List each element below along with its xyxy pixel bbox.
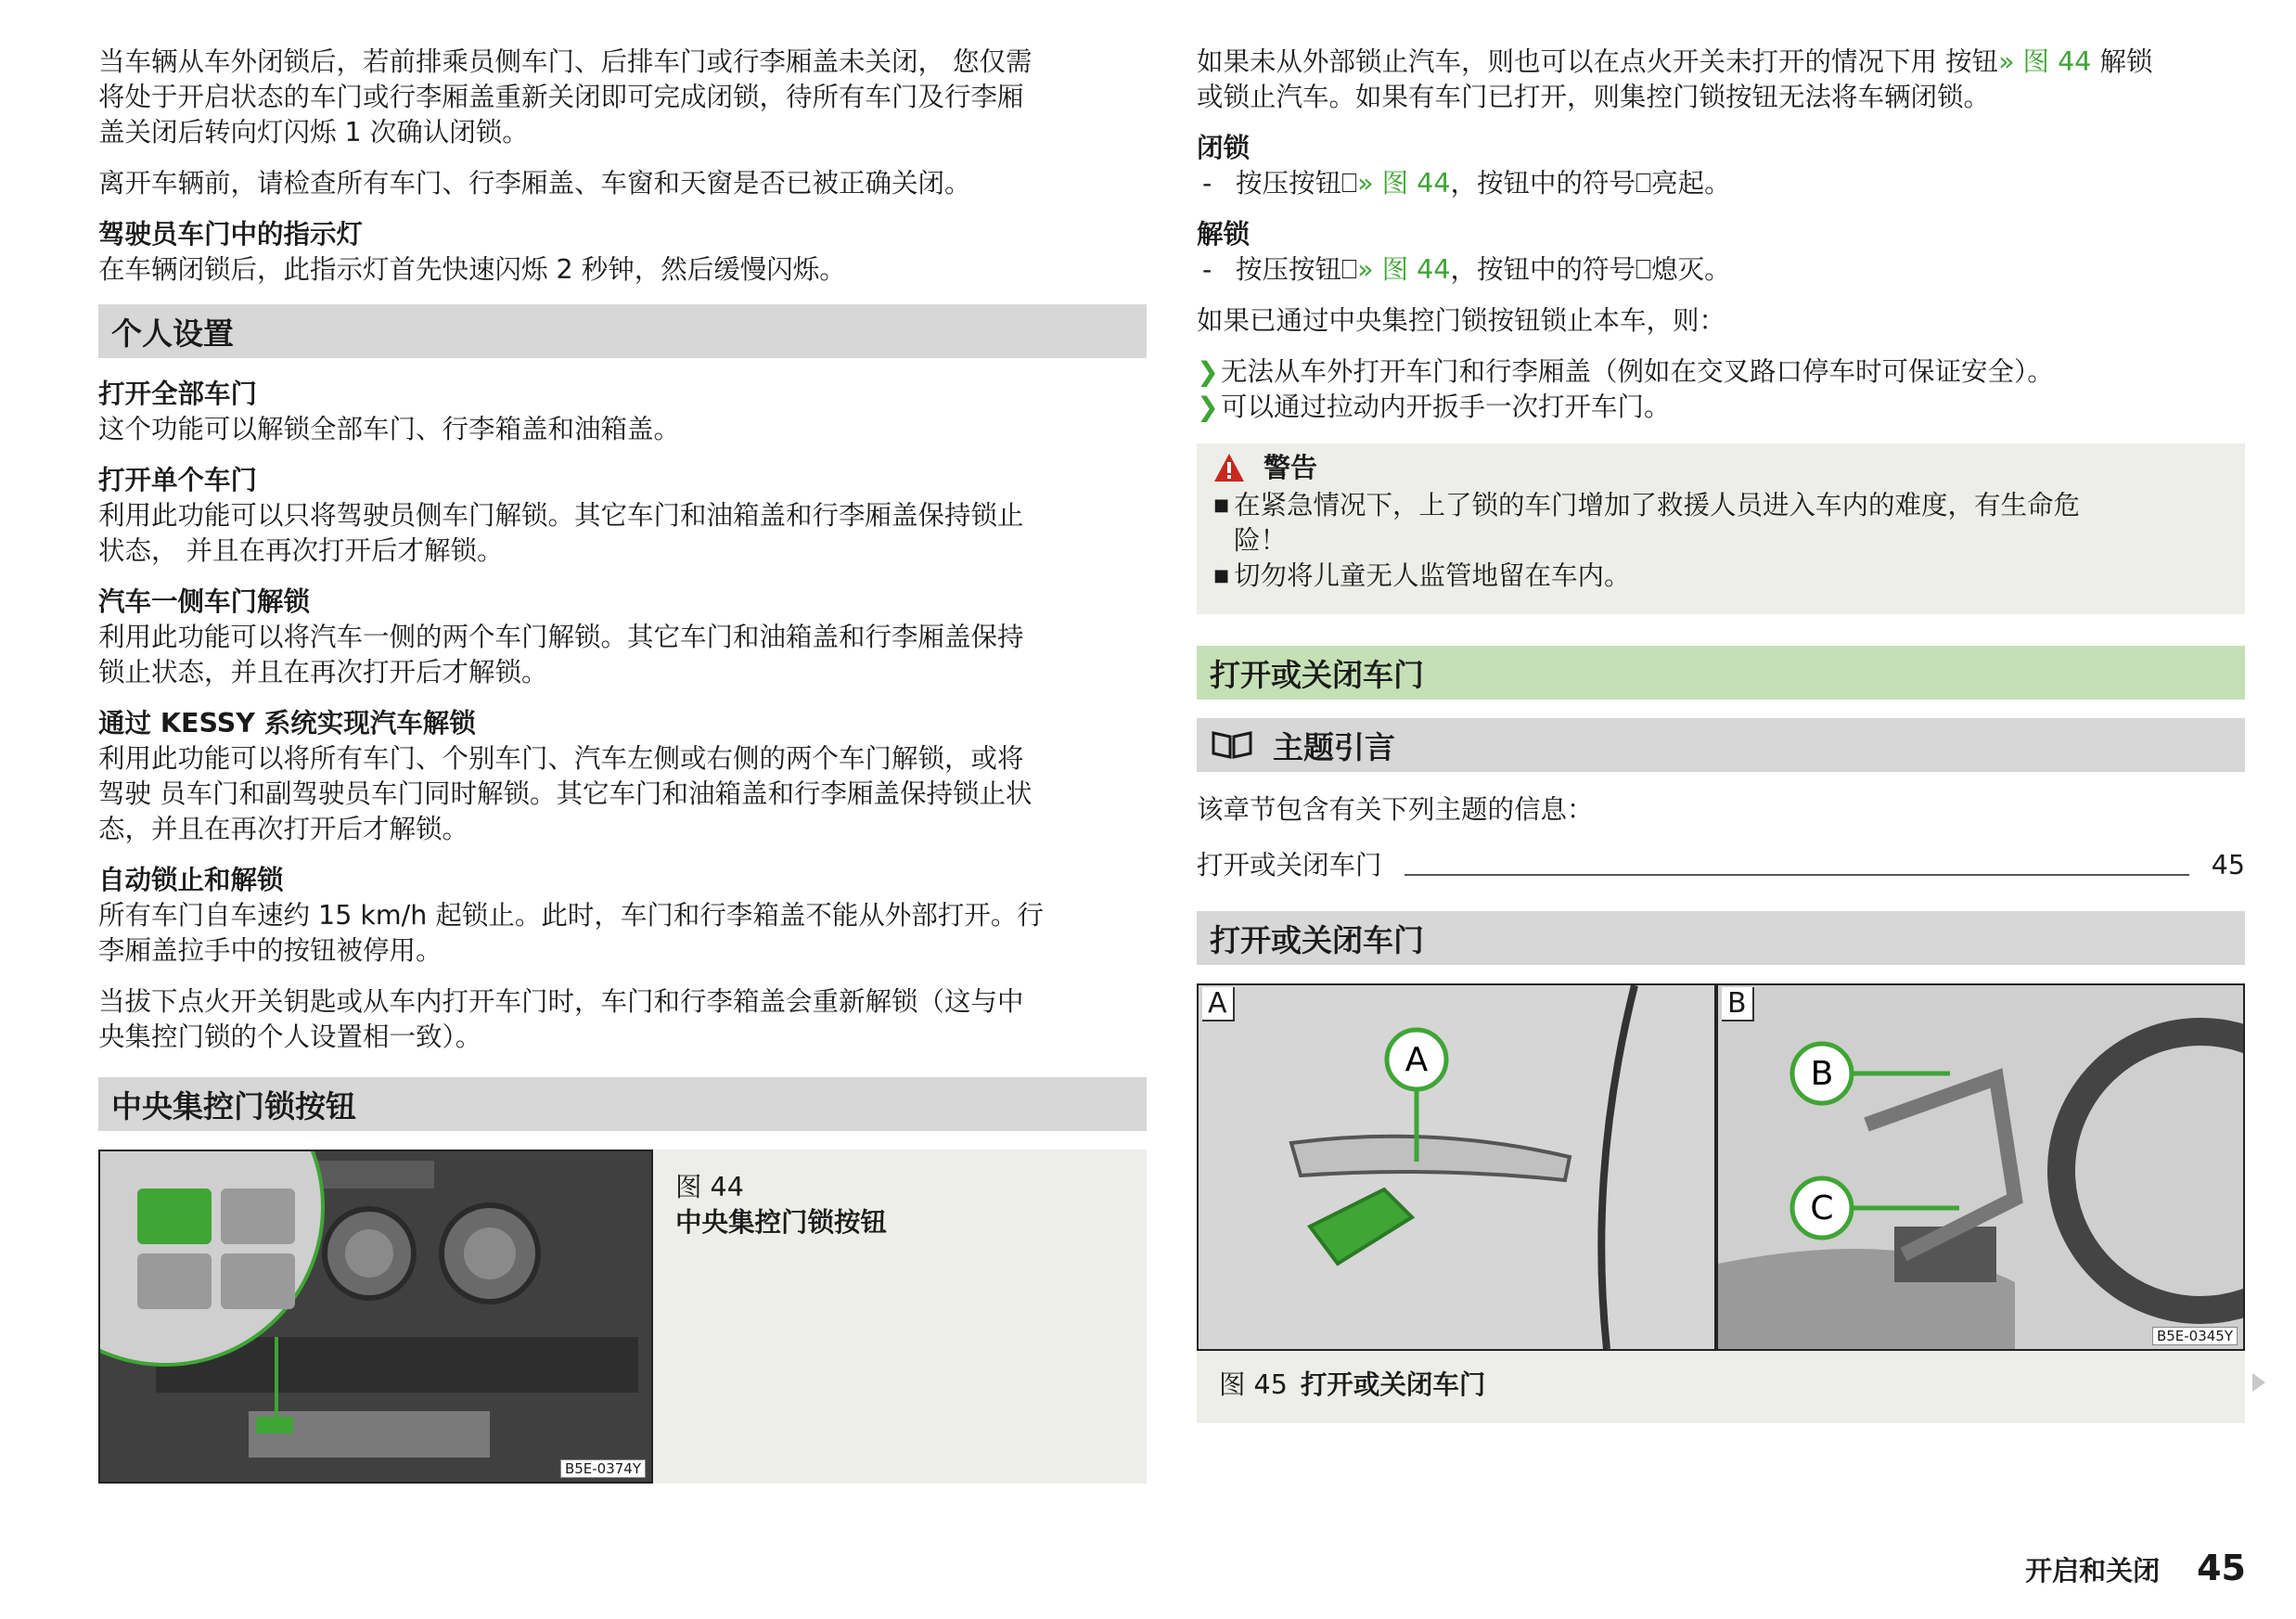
book-icon [1210,729,1254,761]
paragraph-closing-doors [98,45,1147,150]
footer-page-number: 45 [2197,1548,2246,1588]
left-column [98,45,1147,1484]
text-span: ，按钮中的符号 [1450,254,1635,285]
figure-45-number: 图 45 [1219,1369,1288,1400]
warning-title [1213,447,2228,488]
text-line: 利用此功能可以将汽车一侧的两个车门解锁。其它车门和油箱盖和行李厢盖保持 [98,622,1024,652]
dash-marker: - [1202,254,1212,285]
text-line: 或锁止汽车。如果有车门已打开，则集控门锁按钮无法将车辆闭锁。 [1197,82,1991,112]
list-item-text: 无法从车外打开车门和行李厢盖（例如在交叉路口停车时可保证安全）。 [1221,356,2054,387]
unlock-step [1202,252,2245,288]
heading-unlock: 解锁 [1197,219,1251,250]
figure-45-panel-a [1197,983,1716,1351]
toc-entry[interactable] [1197,848,2245,883]
text-line: 利用此功能可以只将驾驶员侧车门解锁。其它车门和油箱盖和行李厢盖保持锁止 [98,500,1024,531]
paragraph-unlock-without-ignition [1197,45,2245,115]
heading-lock: 闭锁 [1197,133,1251,163]
toc-entry-title[interactable]: 打开或关闭车门 [1197,850,1382,880]
warning-box [1197,443,2245,614]
text-span: 熄灭。 [1651,254,1731,285]
text-line [1197,45,2245,80]
text-line: 锁止状态，并且在再次打开后才解锁。 [98,657,548,687]
text-line: 切勿将儿童无人监管地留在车内。 [1234,560,1631,591]
text-line: 将处于开启状态的车门或行李厢盖重新关闭即可完成闭锁，待所有车门及行李厢 [98,82,1024,112]
figure-44-link[interactable]: » 图 44 [1357,168,1451,199]
toc-leader-line [1405,874,2189,876]
paragraph-open-single-door [98,498,1147,569]
text-line: 态，并且在再次打开后才解锁。 [98,814,469,844]
list-item [1197,390,2245,425]
paragraph-side-unlock [98,620,1147,690]
lock-symbol-icon: ⎕ [1635,168,1652,199]
text-line: 当拔下点火开关钥匙或从车内打开车门时，车门和行李箱盖会重新解锁（这与中 [98,986,1024,1017]
lock-symbol-icon: ⎕ [1341,254,1358,285]
text-line: 状态， 并且在再次打开后才解锁。 [98,535,504,566]
list-item [1197,354,2245,390]
text-line: 当车辆从车外闭锁后，若前排乘员侧车门、后排车门或行李厢盖未关闭， 您仅需 [98,46,1033,77]
lock-symbol-icon: ⎕ [1341,168,1358,199]
figure-44-title: 中央集控门锁按钮 [675,1207,888,1238]
topic-introduction-bar [1197,718,2245,772]
square-bullet-icon: ■ [1213,566,1230,585]
lock-symbol-icon: ⎕ [1635,254,1652,285]
panel-label-a: A [1202,987,1235,1022]
figure-44-code: B5E-0374Y [560,1459,646,1478]
text-span: ，按钮中的符号 [1450,168,1635,199]
text-span: 按压按钮 [1236,254,1342,285]
callout-a-label: A [1405,1041,1429,1079]
paragraph-check-doors: 离开车辆前，请检查所有车门、行李厢盖、车窗和天窗是否已被正确关闭。 [98,168,971,199]
heading-side-unlock: 汽车一侧车门解锁 [98,586,311,617]
chevron-right-icon: ❯ [1197,356,1219,387]
central-lock-button-illustration [100,1151,651,1482]
heading-indicator: 驾驶员车门中的指示灯 [98,219,364,250]
heading-auto-lock: 自动锁止和解锁 [98,865,284,895]
page-footer [2025,1548,2246,1588]
chevron-right-icon: ❯ [1197,392,1219,422]
footer-chapter: 开启和关闭 [2025,1555,2161,1587]
figure-45-panel-b [1716,983,2245,1351]
paragraph-auto-unlock [98,984,1147,1055]
figure-44-caption [653,1150,887,1484]
interior-door-handle-illustration [1718,985,2243,1349]
text-span: 按压按钮 [1236,168,1342,199]
paragraph-if-locked: 如果已通过中央集控门锁按钮锁止本车，则： [1197,305,1726,336]
text-line: 李厢盖拉手中的按钮被停用。 [98,935,443,966]
text-span: 解锁 [2091,46,2153,77]
figure-44-link[interactable]: » 图 44 [1357,254,1451,285]
warning-item [1213,488,2228,559]
list-item-text: 可以通过拉动内开扳手一次打开车门。 [1221,392,1671,422]
heading-open-single-door: 打开单个车门 [98,465,258,495]
topic-title: 主题引言 [1273,728,1395,765]
figure-45-code: B5E-0345Y [2152,1327,2238,1345]
panel-label-b: B [1722,987,1754,1022]
continue-arrow-icon [2252,1373,2265,1392]
figure-45-caption [1197,1351,2245,1403]
section-personal-settings: 个人设置 [98,304,1147,358]
figure-45-title: 打开或关闭车门 [1300,1369,1486,1400]
figure-44-number: 图 44 [675,1172,744,1202]
section-central-lock-button: 中央集控门锁按钮 [98,1077,1147,1131]
text-line: 央集控门锁的个人设置相一致）。 [98,1022,482,1052]
text-line: 险！ [1234,525,1288,556]
text-line: 利用此功能可以将所有车门、个别车门、汽车左侧或右侧的两个车门解锁，或将 [98,743,1024,774]
paragraph-open-all-doors: 这个功能可以解锁全部车门、行李箱盖和油箱盖。 [98,414,681,444]
warning-title-text: 警告 [1263,452,1318,483]
figure-44-image [98,1150,653,1484]
figure-45-images [1197,983,2245,1351]
callout-c-label: C [1810,1189,1834,1227]
text-line: 所有车门自车速约 15 km/h 起锁止。此时，车门和行李箱盖不能从外部打开。行 [98,900,1044,931]
section-open-close-doors: 打开或关闭车门 [1197,646,2245,700]
paragraph-kessy [98,741,1147,847]
paragraph-indicator: 在车辆闭锁后，此指示灯首先快速闪烁 2 秒钟，然后缓慢闪烁。 [98,254,846,285]
right-column [1197,45,2245,1423]
figure-44 [98,1150,1147,1484]
topic-intro-text: 该章节包含有关下列主题的信息： [1197,794,1594,825]
exterior-door-handle-illustration [1199,985,1714,1349]
text-line: 盖关闭后转向灯闪烁 1 次确认闭锁。 [98,117,529,148]
warning-triangle-icon [1213,453,1245,482]
toc-entry-page: 45 [2211,850,2245,880]
figure-45 [1197,983,2245,1423]
section-open-close-doors-2: 打开或关闭车门 [1197,911,2245,965]
heading-open-all-doors: 打开全部车门 [98,379,258,409]
text-line: 驾驶 员车门和副驾驶员车门同时解锁。其它车门和油箱盖和行李厢盖保持锁止状 [98,778,1033,809]
lock-step [1202,166,2245,201]
dash-marker: - [1202,168,1212,199]
heading-kessy: 通过 KESSY 系统实现汽车解锁 [98,708,476,739]
square-bullet-icon: ■ [1213,495,1230,515]
text-span: 亮起。 [1651,168,1731,199]
text-line: 在紧急情况下，上了锁的车门增加了救援人员进入车内的难度，有生命危 [1234,490,2081,520]
paragraph-auto-lock [98,898,1147,969]
figure-44-link[interactable]: » 图 44 [1998,46,2092,77]
warning-item [1213,559,2228,594]
callout-b-label: B [1810,1055,1834,1093]
text-span: 如果未从外部锁止汽车，则也可以在点火开关未打开的情况下用 按钮 [1197,46,1999,77]
